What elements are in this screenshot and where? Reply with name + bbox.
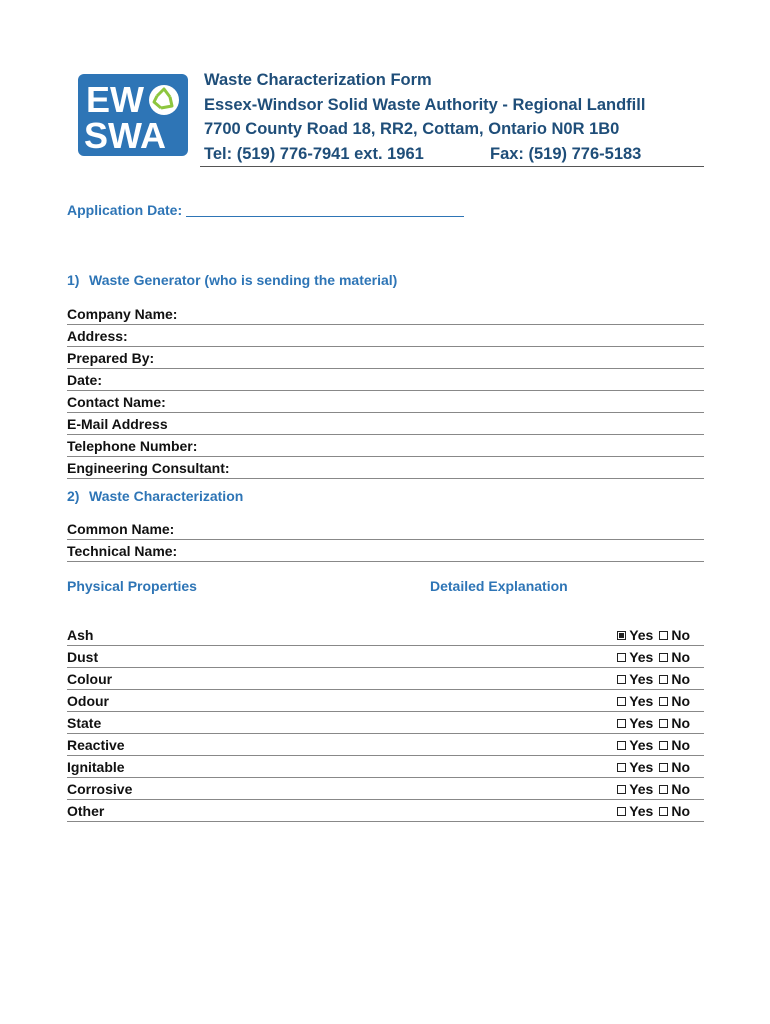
yes-no-options <box>617 647 690 668</box>
no-label: No <box>671 649 690 665</box>
no-label: No <box>671 781 690 797</box>
yes-label: Yes <box>629 649 654 665</box>
no-checkbox[interactable] <box>659 741 668 750</box>
organization-name: Essex-Windsor Solid Waste Authority - Regional Landfill <box>204 95 646 114</box>
yes-no-options <box>617 735 690 756</box>
section-2-heading: Waste Characterization <box>89 488 244 504</box>
yes-no-options <box>617 757 690 778</box>
yes-label: Yes <box>629 737 654 753</box>
organization-address: 7700 County Road 18, RR2, Cottam, Ontario N0R 1B0 <box>204 120 620 138</box>
no-checkbox[interactable] <box>659 763 668 772</box>
section-1-title <box>67 272 397 288</box>
field-contact-name[interactable]: Contact Name: <box>67 392 704 413</box>
application-date <box>67 202 464 218</box>
property-row-other <box>67 801 704 822</box>
no-label: No <box>671 803 690 819</box>
property-row-odour <box>67 691 704 712</box>
field-engineering-consultant[interactable]: Engineering Consultant: <box>67 458 704 479</box>
yes-no-options <box>617 669 690 690</box>
no-label: No <box>671 737 690 753</box>
no-checkbox[interactable] <box>659 719 668 728</box>
physical-properties-heading: Physical Properties <box>67 578 197 594</box>
property-row-state <box>67 713 704 734</box>
logo-text-bottom: SWA <box>84 115 167 156</box>
section-1-number: 1) <box>67 272 80 288</box>
no-label: No <box>671 759 690 775</box>
property-name: Odour <box>67 693 109 709</box>
no-label: No <box>671 693 690 709</box>
yes-no-options <box>617 691 690 712</box>
yes-no-options <box>617 713 690 734</box>
application-date-field[interactable] <box>186 202 464 217</box>
yes-label: Yes <box>629 671 654 687</box>
property-row-colour <box>67 669 704 690</box>
field-e-mail-address[interactable]: E-Mail Address <box>67 414 704 435</box>
ewswa-logo <box>78 74 188 156</box>
field-address[interactable]: Address: <box>67 326 704 347</box>
recycle-icon <box>149 85 179 115</box>
yes-checkbox[interactable] <box>617 741 626 750</box>
yes-checkbox[interactable] <box>617 719 626 728</box>
field-company-name[interactable]: Company Name: <box>67 304 704 325</box>
logo-text-top: EW <box>86 79 144 120</box>
property-row-ignitable <box>67 757 704 778</box>
form-title: Waste Characterization Form <box>204 71 432 89</box>
property-name: Ignitable <box>67 759 125 775</box>
yes-label: Yes <box>629 627 654 643</box>
physical-properties-list <box>67 625 704 823</box>
yes-no-options <box>617 779 690 800</box>
property-row-ash <box>67 625 704 646</box>
no-label: No <box>671 671 690 687</box>
telephone: Tel: (519) 776-7941 ext. 1961 <box>204 144 424 163</box>
application-date-label: Application Date: <box>67 202 183 218</box>
section-2-number: 2) <box>67 488 80 504</box>
yes-checkbox[interactable] <box>617 631 626 640</box>
section-1-heading: Waste Generator (who is sending the material) <box>89 272 398 288</box>
fax: Fax: (519) 776-5183 <box>490 144 642 163</box>
yes-checkbox[interactable] <box>617 785 626 794</box>
form-header <box>204 68 645 166</box>
no-checkbox[interactable] <box>659 653 668 662</box>
property-row-reactive <box>67 735 704 756</box>
property-name: Reactive <box>67 737 125 753</box>
property-name: Colour <box>67 671 113 687</box>
field-date[interactable]: Date: <box>67 370 704 391</box>
yes-label: Yes <box>629 715 654 731</box>
property-name: Corrosive <box>67 781 133 797</box>
no-checkbox[interactable] <box>659 697 668 706</box>
waste-characterization-fields <box>67 519 704 563</box>
property-name: Ash <box>67 627 94 643</box>
yes-label: Yes <box>629 803 654 819</box>
no-checkbox[interactable] <box>659 631 668 640</box>
no-checkbox[interactable] <box>659 785 668 794</box>
detailed-explanation-heading: Detailed Explanation <box>430 578 568 594</box>
property-name: State <box>67 715 102 731</box>
section-2-title <box>67 488 243 504</box>
property-name: Dust <box>67 649 99 665</box>
yes-label: Yes <box>629 693 654 709</box>
yes-checkbox[interactable] <box>617 763 626 772</box>
property-row-dust <box>67 647 704 668</box>
field-common-name[interactable]: Common Name: <box>67 519 704 540</box>
yes-checkbox[interactable] <box>617 807 626 816</box>
field-prepared-by[interactable]: Prepared By: <box>67 348 704 369</box>
header-divider <box>200 166 704 167</box>
field-telephone-number[interactable]: Telephone Number: <box>67 436 704 457</box>
yes-label: Yes <box>629 781 654 797</box>
yes-checkbox[interactable] <box>617 675 626 684</box>
yes-checkbox[interactable] <box>617 653 626 662</box>
no-checkbox[interactable] <box>659 675 668 684</box>
property-row-corrosive <box>67 779 704 800</box>
no-label: No <box>671 715 690 731</box>
yes-no-options <box>617 801 690 822</box>
yes-no-options <box>617 625 690 646</box>
yes-checkbox[interactable] <box>617 697 626 706</box>
property-name: Other <box>67 803 105 819</box>
no-checkbox[interactable] <box>659 807 668 816</box>
yes-label: Yes <box>629 759 654 775</box>
contact-line <box>204 142 645 167</box>
waste-generator-fields <box>67 304 704 480</box>
field-technical-name[interactable]: Technical Name: <box>67 541 704 562</box>
no-label: No <box>671 627 690 643</box>
